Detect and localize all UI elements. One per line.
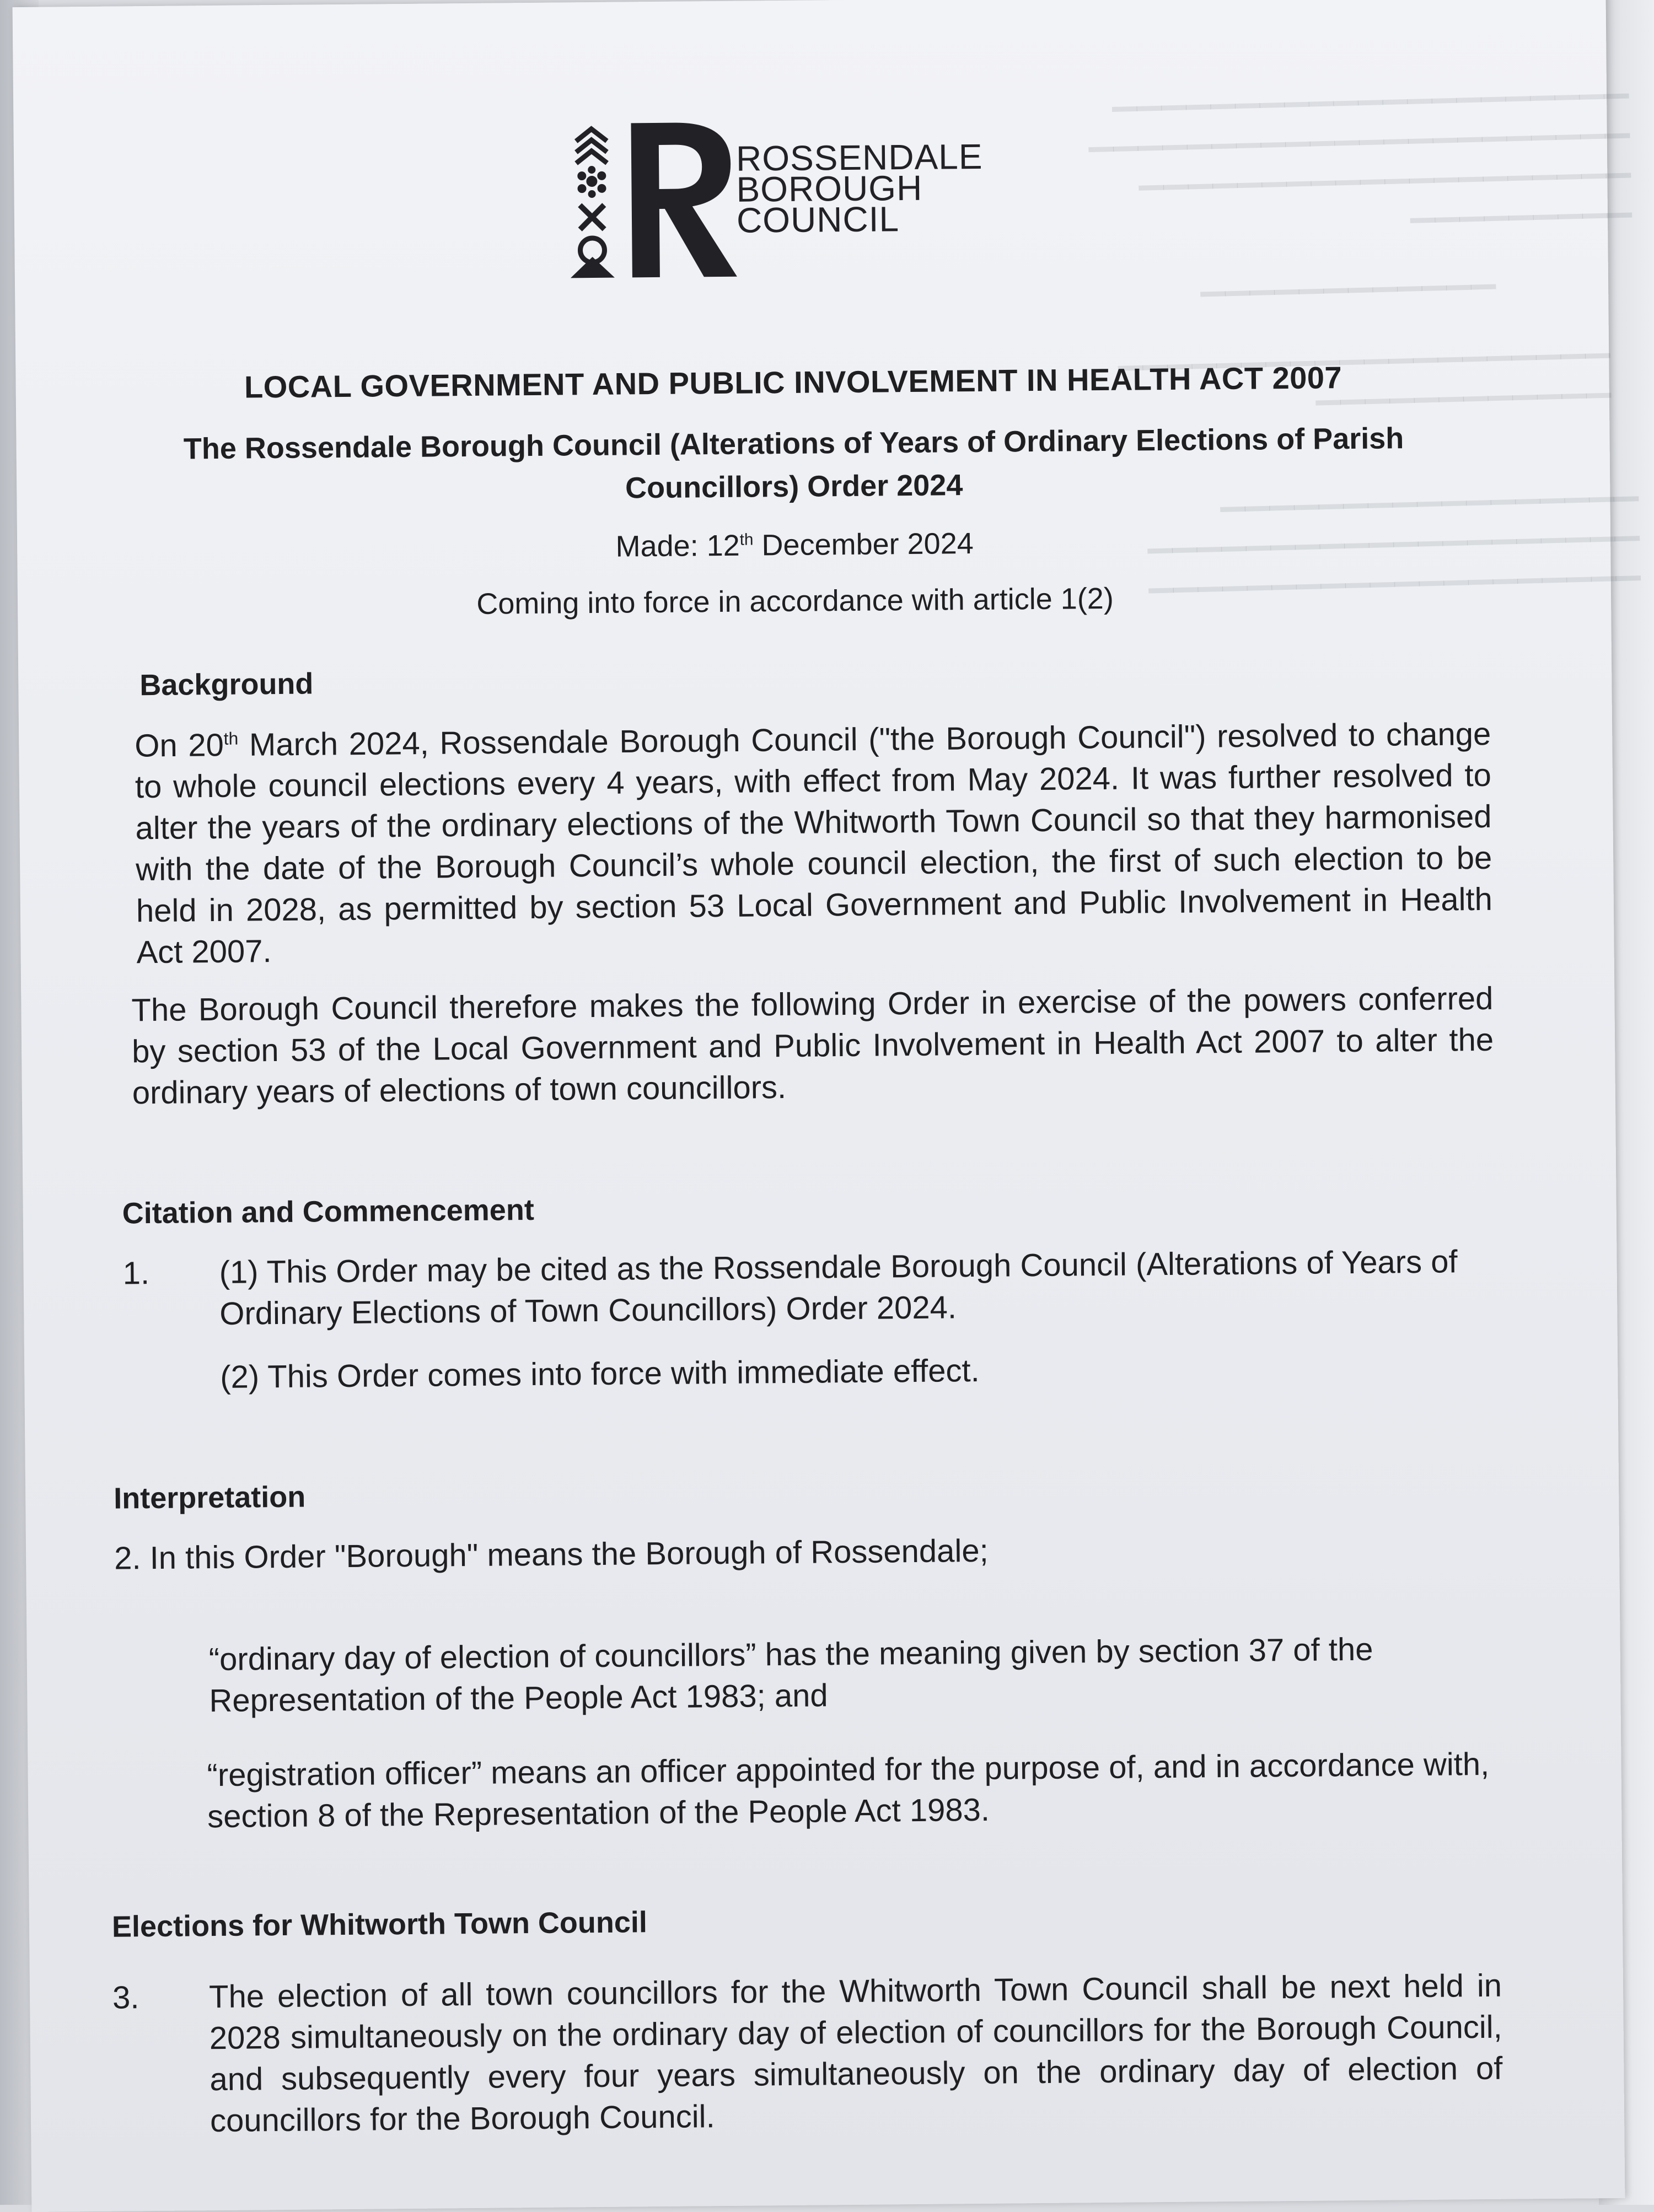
article-1-number: 1. [122,1255,150,1291]
article-3 [112,1965,1503,2143]
show-through-text: ▁▁▁▁▁▁▁▁▁▁▁▁▁▁▁▁▁ ▁▁▁▁▁▁▁▁▁▁▁▁▁▁▁▁▁▁▁▁ ▁▁▁▁▁▁▁▁▁▁▁▁▁▁▁▁▁▁▁▁ [1147,464,1641,593]
logo-line-1: ROSSENDALE [735,136,983,179]
document-page [13,0,1641,2212]
act-title: LOCAL GOVERNMENT AND PUBLIC INVOLVEMENT IN HEALTH ACT 2007 [244,360,1342,405]
definition-ordinary-day: “ordinary day of election of councillors” has the meaning given by section 37 of the Representation of the People Act 1983; and [208,1632,1373,1719]
citation-heading: Citation and Commencement [122,1193,535,1230]
logo-line-2: BOROUGH [736,168,923,209]
definition-registration-officer: “registration officer” means an officer appointed for the purpose of, and in accordance with, section 8 of the Representation of the People Act 1983. [207,1746,1490,1835]
interpretation-line: 2. In this Order "Borough" means the Borough of Rossendale; [114,1533,989,1576]
background-paragraph-1 [135,707,1493,973]
bg-p1-rest: March 2024, Rossendale Borough Council ("the Borough Council") resolved to change to whole council elections every 4 years, with effect from May 2024. It was further resolved to alter the years of the ordinary elections of the Whitworth Town Council so that they harmonised with the date of the Borough Council’s whole council election, the first of such election to be held in 2028, as permitted by section 53 Local Government and Public Involvement in Health Act 2007. [135,716,1493,971]
made-date [100,522,1489,568]
show-through-text: ▁▁▁▁▁▁▁▁▁▁▁▁ [1200,252,1496,297]
bg-p1-start: On 20 [135,727,224,764]
council-crest-icon [565,111,743,284]
made-prefix: Made: 12 [615,529,740,563]
logo-line-3: COUNCIL [736,199,900,240]
show-through-text: ▁▁▁▁▁▁▁▁▁▁▁▁▁▁▁▁▁▁▁▁ ▁▁▁▁▁▁▁▁▁▁▁▁ [1117,321,1612,405]
bg-p1-sup: th [223,728,239,749]
made-suffix: December 2024 [753,526,974,562]
show-through-text: ▁▁▁▁▁▁▁▁▁▁▁▁▁▁▁▁▁▁▁▁▁ ▁▁▁▁▁▁▁▁▁▁▁▁▁▁▁▁▁▁▁▁▁▁ ▁▁▁▁▁▁▁▁▁▁▁▁▁▁▁▁▁▁▁▁ ▁▁▁▁▁▁▁▁▁ [1088,62,1632,223]
article-3-number: 3. [112,1979,139,2016]
order-title: The Rossendale Borough Council (Alterations of Years of Ordinary Elections of Parish Councillors) Order 2024 [183,422,1404,505]
coming-into-force: Coming into force in accordance with article 1(2) [476,582,1114,621]
council-name [735,136,984,240]
interpretation-heading: Interpretation [113,1480,306,1515]
background-paragraph-2: The Borough Council therefore makes the following Order in exercise of the powers conferred by section 53 of the Local Government and Public Involvement in Health Act 2007 to alter the ordinary years of elections of town councillors. [131,981,1494,1111]
article-1 [122,1241,1496,1399]
background-heading: Background [139,667,314,702]
made-sup: th [739,530,754,549]
article-3-body: The election of all town councillors for the Whitworth Town Council shall be next held in 2028 simultaneously on the ordinary day of election of councillors for the Borough Council, and subsequently every four years simultaneously on the ordinary day of election of councillors for the Borough Council. [208,1968,1503,2139]
council-logo [565,109,985,284]
article-1-sub-1: (1) This Order may be cited as the Rossendale Borough Council (Alterations of Years of Ordinary Elections of Town Councillors) Order 2024. [219,1244,1458,1332]
elections-heading: Elections for Whitworth Town Council [111,1906,648,1944]
article-1-body [219,1241,1496,1398]
document-body [98,347,1503,2143]
article-1-sub-2: (2) This Order comes into force with immediate effect. [220,1353,980,1396]
